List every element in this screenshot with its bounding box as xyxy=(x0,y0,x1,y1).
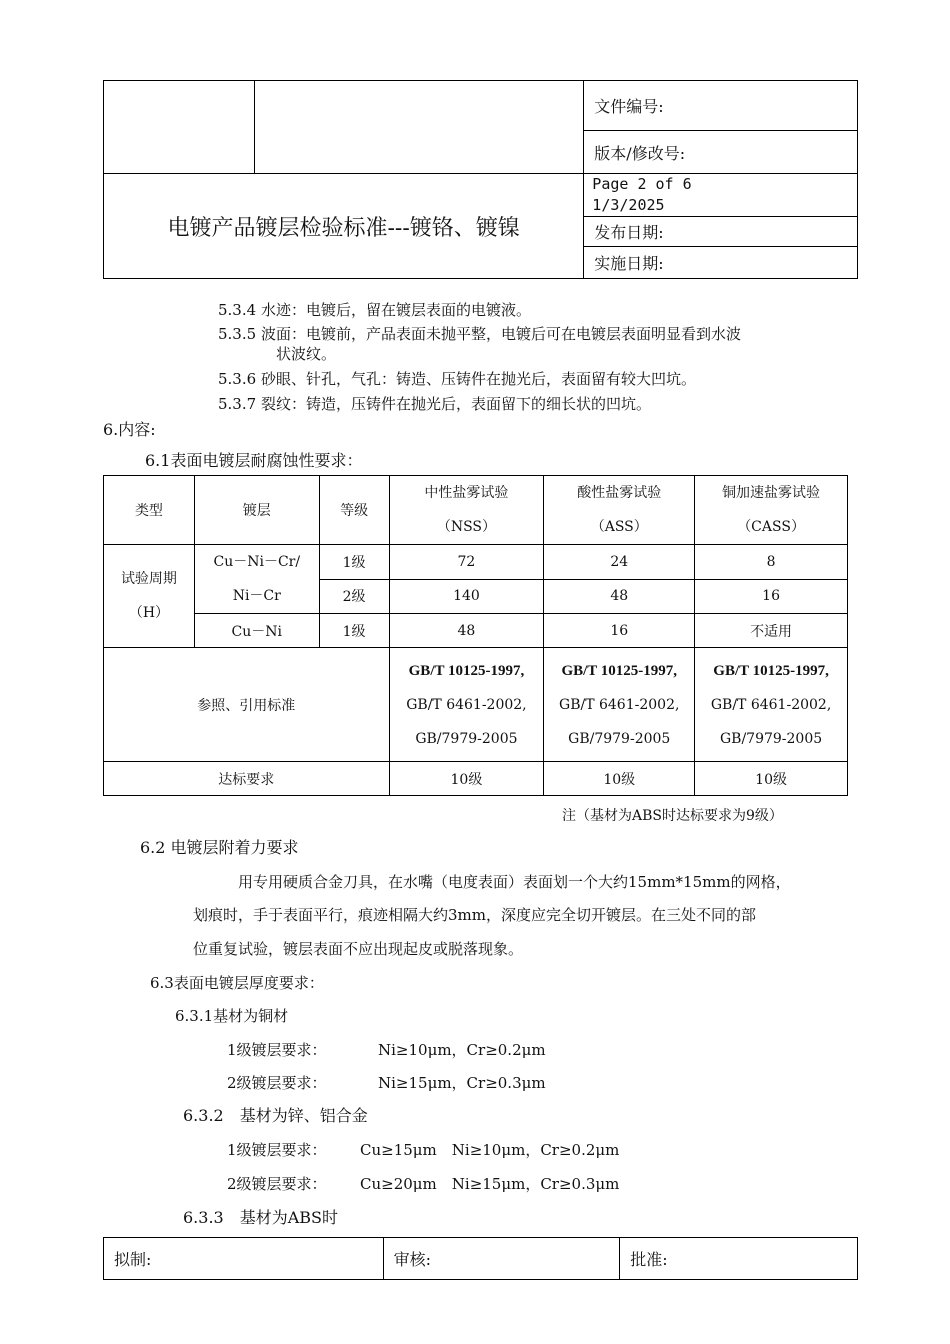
section-6-1-heading: 6.1表面电镀层耐腐蚀性要求： xyxy=(145,451,363,470)
implement-date-label: 实施日期: xyxy=(584,247,858,279)
table-cell: 140 xyxy=(389,579,544,614)
table-cell: 72 xyxy=(389,545,544,580)
reference-ass: GB/T 10125-1997, GB/T 6461-2002, GB/7979-2005 xyxy=(544,648,695,762)
th-nss: 中性盐雾试验 （NSS） xyxy=(389,476,544,545)
section-6-2-para-2: 划痕时，手于表面平行，痕迹相隔大约3mm，深度应完全切开镀层。在三处不同的部 xyxy=(193,906,756,924)
corrosion-table xyxy=(103,475,848,796)
table-cell: 48 xyxy=(544,579,695,614)
logo-cell xyxy=(104,81,255,174)
grade-2-label: 2级镀层要求： xyxy=(227,1074,327,1092)
grade-1-label: 1级镀层要求： xyxy=(227,1041,327,1059)
table-cell: 1级 xyxy=(319,614,389,648)
zinc-grade-1-value: Cu≥15μm Ni≥10μm，Cr≥0.2μm xyxy=(360,1141,620,1159)
section-6-3-heading: 6.3表面电镀层厚度要求： xyxy=(150,974,324,992)
reference-nss: GB/T 10125-1997, GB/T 6461-2002, GB/7979-2005 xyxy=(389,648,544,762)
zinc-grade-2-value: Cu≥20μm Ni≥15μm，Cr≥0.3μm xyxy=(360,1175,620,1193)
page-number: Page 2 of 6 xyxy=(592,175,692,193)
table-cell: 2级 xyxy=(319,579,389,614)
section-6-2-heading: 6.2 电镀层附着力要求 xyxy=(140,838,299,857)
zinc-grade-2-label: 2级镀层要求： xyxy=(227,1175,327,1193)
requirement-label: 达标要求 xyxy=(104,762,390,796)
table-cell: 不适用 xyxy=(695,614,848,648)
file-number-label: 文件编号: xyxy=(584,81,858,131)
th-grade: 等级 xyxy=(319,476,389,545)
requirement-nss: 10级 xyxy=(389,762,544,796)
table-cell: 8 xyxy=(695,545,848,580)
blank-cell xyxy=(254,81,584,174)
table-cell: 1级 xyxy=(319,545,389,580)
grade-2-value: Ni≥15μm，Cr≥0.3μm xyxy=(378,1074,546,1092)
section-6-2-para-3: 位重复试验，镀层表面不应出现起皮或脱落现象。 xyxy=(193,940,524,958)
signature-table xyxy=(103,1237,858,1280)
th-cass: 铜加速盐雾试验 （CASS） xyxy=(695,476,848,545)
table-cell: 16 xyxy=(544,614,695,648)
reference-standard-label: 参照、引用标准 xyxy=(104,648,390,762)
th-coating: 镀层 xyxy=(194,476,319,545)
def-5-3-5: 5.3.5 波面：电镀前，产品表面未抛平整，电镀后可在电镀层表面明显看到水波 xyxy=(218,325,741,343)
publish-date-label: 发布日期: xyxy=(584,217,858,247)
drafted-by-label: 拟制: xyxy=(104,1238,384,1280)
def-5-3-6: 5.3.6 砂眼、针孔，气孔：铸造、压铸件在抛光后，表面留有较大凹坑。 xyxy=(218,370,696,388)
def-5-3-4: 5.3.4 水迹：电镀后，留在镀层表面的电镀液。 xyxy=(218,301,531,319)
page-info xyxy=(584,174,858,217)
document-title: 电镀产品镀层检验标准---镀铬、镀镍 xyxy=(104,174,584,279)
th-ass: 酸性盐雾试验 （ASS） xyxy=(544,476,695,545)
test-period-cell: 试验周期 （H） xyxy=(104,545,195,648)
coating-cu-ni: Cu－Ni xyxy=(194,614,319,648)
table-cell: 24 xyxy=(544,545,695,580)
def-5-3-5-cont: 状波纹。 xyxy=(276,345,337,363)
coating-cu-ni-cr: Cu－Ni－Cr/ Ni－Cr xyxy=(194,545,319,614)
section-6-3-3-heading: 6.3.3 基材为ABS时 xyxy=(183,1208,338,1227)
requirement-cass: 10级 xyxy=(695,762,848,796)
reviewed-by-label: 审核: xyxy=(383,1238,620,1280)
zinc-grade-1-label: 1级镀层要求： xyxy=(227,1141,327,1159)
section-6-3-2-heading: 6.3.2 基材为锌、铝合金 xyxy=(183,1106,368,1125)
table-cell: 16 xyxy=(695,579,848,614)
def-5-3-7: 5.3.7 裂纹：铸造，压铸件在抛光后，表面留下的细长状的凹坑。 xyxy=(218,395,651,413)
approved-by-label: 批准: xyxy=(620,1238,858,1280)
header-table xyxy=(103,80,858,279)
section-6-heading: 6.内容: xyxy=(103,420,156,439)
section-6-3-1-heading: 6.3.1基材为铜材 xyxy=(175,1007,289,1025)
section-6-2-para-1: 用专用硬质合金刀具，在水嘴（电度表面）表面划一个大约15mm*15mm的网格， xyxy=(238,873,791,891)
grade-1-value: Ni≥10μm，Cr≥0.2μm xyxy=(378,1041,546,1059)
version-label: 版本/修改号: xyxy=(584,131,858,174)
th-type: 类型 xyxy=(104,476,195,545)
table-note: 注（基材为ABS时达标要求为9级） xyxy=(562,808,783,824)
reference-cass: GB/T 10125-1997, GB/T 6461-2002, GB/7979-2005 xyxy=(695,648,848,762)
table-cell: 48 xyxy=(389,614,544,648)
page-date: 1/3/2025 xyxy=(592,196,665,214)
requirement-ass: 10级 xyxy=(544,762,695,796)
